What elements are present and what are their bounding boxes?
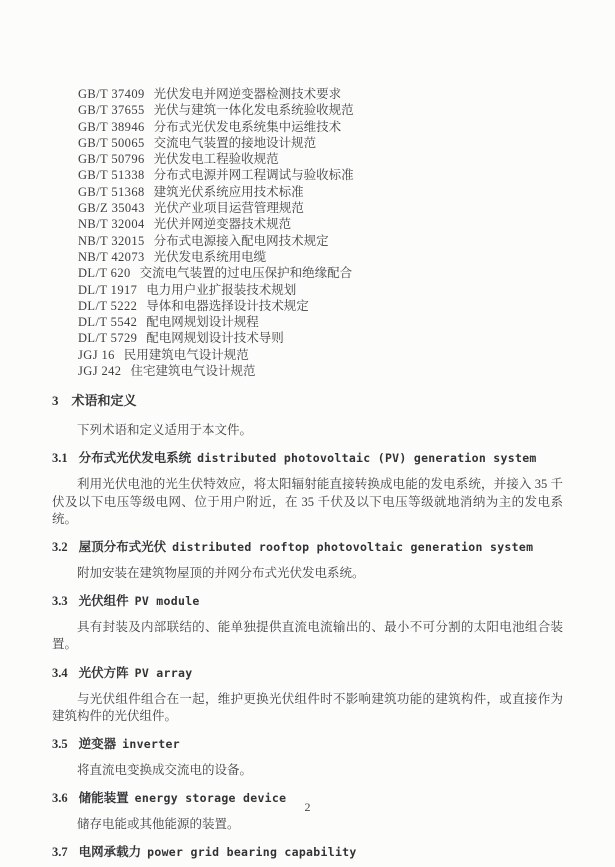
reference-code: NB/T 32015 [78,233,145,248]
term-definition: 附加安装在建筑物屋顶的并网分布式光伏发电系统。 [77,565,365,580]
term-definition: 储存电能或其他能源的装置。 [77,817,240,832]
term-name-zh: 分布式光伏发电系统 [78,451,192,466]
reference-title: 住宅建筑电气设计规范 [130,364,256,379]
term-number: 3.5 [52,736,68,751]
reference-title: 光伏与建筑一体化发电系统验收规范 [153,103,354,118]
reference-code: GB/T 50065 [78,135,145,150]
normative-references-list [52,86,563,379]
reference-title: 分布式电源接入配电网技术规定 [153,233,329,248]
reference-code: GB/T 51368 [78,184,145,199]
term-name-en: distributed rooftop photovoltaic generation system [172,539,534,554]
reference-item [78,86,563,102]
section-intro: 下列术语和定义适用于本文件。 [77,423,253,438]
term-name-zh: 电网承载力 [78,845,142,860]
reference-title: 分布式电源并网工程调试与验收标准 [153,168,354,183]
reference-item [78,265,563,281]
reference-title: 建筑光伏系统应用技术标准 [153,184,304,199]
reference-title: 光伏并网逆变器技术规范 [153,217,292,232]
term-3-5 [52,736,563,779]
term-number: 3.2 [52,539,68,554]
reference-title: 配电网规划设计技术导则 [146,331,284,346]
reference-title: 导体和电器选择设计技术规定 [146,298,309,313]
reference-code: GB/T 37655 [78,103,145,118]
term-number: 3.7 [52,845,68,860]
reference-item [78,282,563,298]
term-3-4 [52,665,563,725]
reference-item [78,314,563,330]
term-name-zh: 光伏方阵 [78,665,129,680]
reference-code: GB/T 37409 [78,87,145,101]
term-heading [52,450,563,467]
term-heading [52,736,563,753]
term-3-7 [52,844,563,861]
term-3-1 [52,450,563,528]
term-name-en: power grid bearing capability [147,845,357,860]
reference-item [78,167,563,183]
term-name-en: energy storage device [134,791,287,806]
reference-title: 光伏产业项目运营管理规范 [153,201,304,216]
term-heading [52,844,563,861]
reference-item [78,298,563,314]
reference-code: DL/T 5542 [78,315,138,330]
reference-title: 光伏发电工程验收规范 [153,152,279,167]
reference-item [78,249,563,265]
reference-item [78,135,563,151]
reference-title: 交流电气装置的接地设计规范 [153,135,317,150]
reference-item [78,330,563,346]
reference-title: 光伏发电系统用电缆 [153,249,267,264]
term-number: 3.3 [52,594,68,609]
reference-code: GB/T 51338 [78,168,145,183]
reference-title: 民用建筑电气设计规范 [123,347,249,362]
term-heading [52,539,563,556]
term-number: 3.1 [52,451,68,466]
term-heading [52,593,563,610]
reference-item [78,363,563,379]
term-definition: 与光伏组件组合在一起，维护更换光伏组件时不影响建筑功能的建筑构件，或直接作为建筑构件的光伏组件。 [52,691,563,723]
reference-code: JGJ 16 [78,347,115,362]
reference-item [78,119,563,135]
reference-code: NB/T 42073 [78,249,145,264]
reference-code: DL/T 1917 [78,282,138,297]
term-3-2 [52,539,563,582]
reference-item [78,233,563,249]
reference-code: GB/Z 35043 [78,201,145,216]
section-3-heading [52,392,563,409]
section-number: 3 [52,393,59,409]
term-name-en: inverter [122,736,180,751]
reference-code: GB/T 50796 [78,152,145,167]
reference-item [78,102,563,118]
term-number: 3.4 [52,665,68,680]
reference-title: 电力用户业扩报装技术规划 [146,282,297,297]
reference-title: 交流电气装置的过电压保护和绝缘配合 [139,266,353,281]
reference-item [78,200,563,216]
term-number: 3.6 [52,791,68,806]
term-name-zh: 光伏组件 [78,594,129,609]
term-name-zh: 逆变器 [78,736,117,751]
term-definition: 具有封装及内部联结的、能单独提供直流电流输出的、最小不可分割的太阳电池组合装置。 [52,620,563,652]
page-number: 2 [304,800,311,814]
section-title: 术语和定义 [71,393,137,409]
term-name-en: PV array [134,665,193,680]
reference-code: DL/T 5222 [78,298,138,313]
reference-code: DL/T 5729 [78,331,138,346]
reference-item [78,347,563,363]
reference-code: GB/T 38946 [78,119,145,134]
term-definition: 将直流电变换成交流电的设备。 [77,762,253,777]
term-name-zh: 储能装置 [78,791,129,806]
term-3-3 [52,593,563,653]
term-name-zh: 屋顶分布式光伏 [78,539,167,554]
term-definition: 利用光伏电池的光生伏特效应，将太阳辐射能直接转换成电能的发电系统，并接入 35 千伏及以下电压等级电网、位于用户附近，在 35 千伏及以下电压等级就地消纳为主的发电系统。 [52,477,563,526]
term-heading [52,665,563,682]
reference-item [78,216,563,232]
reference-title: 分布式光伏发电系统集中运维技术 [153,119,342,134]
reference-code: JGJ 242 [78,364,122,379]
reference-title: 配电网规划设计规程 [146,315,259,330]
reference-code: DL/T 620 [78,266,131,281]
reference-item [78,151,563,167]
term-name-en: PV module [134,594,200,609]
reference-item [78,184,563,200]
reference-code: NB/T 32004 [78,217,145,232]
term-name-en: distributed photovoltaic (PV) generation system [197,451,537,466]
reference-title: 光伏发电并网逆变器检测技术要求 [153,87,342,101]
